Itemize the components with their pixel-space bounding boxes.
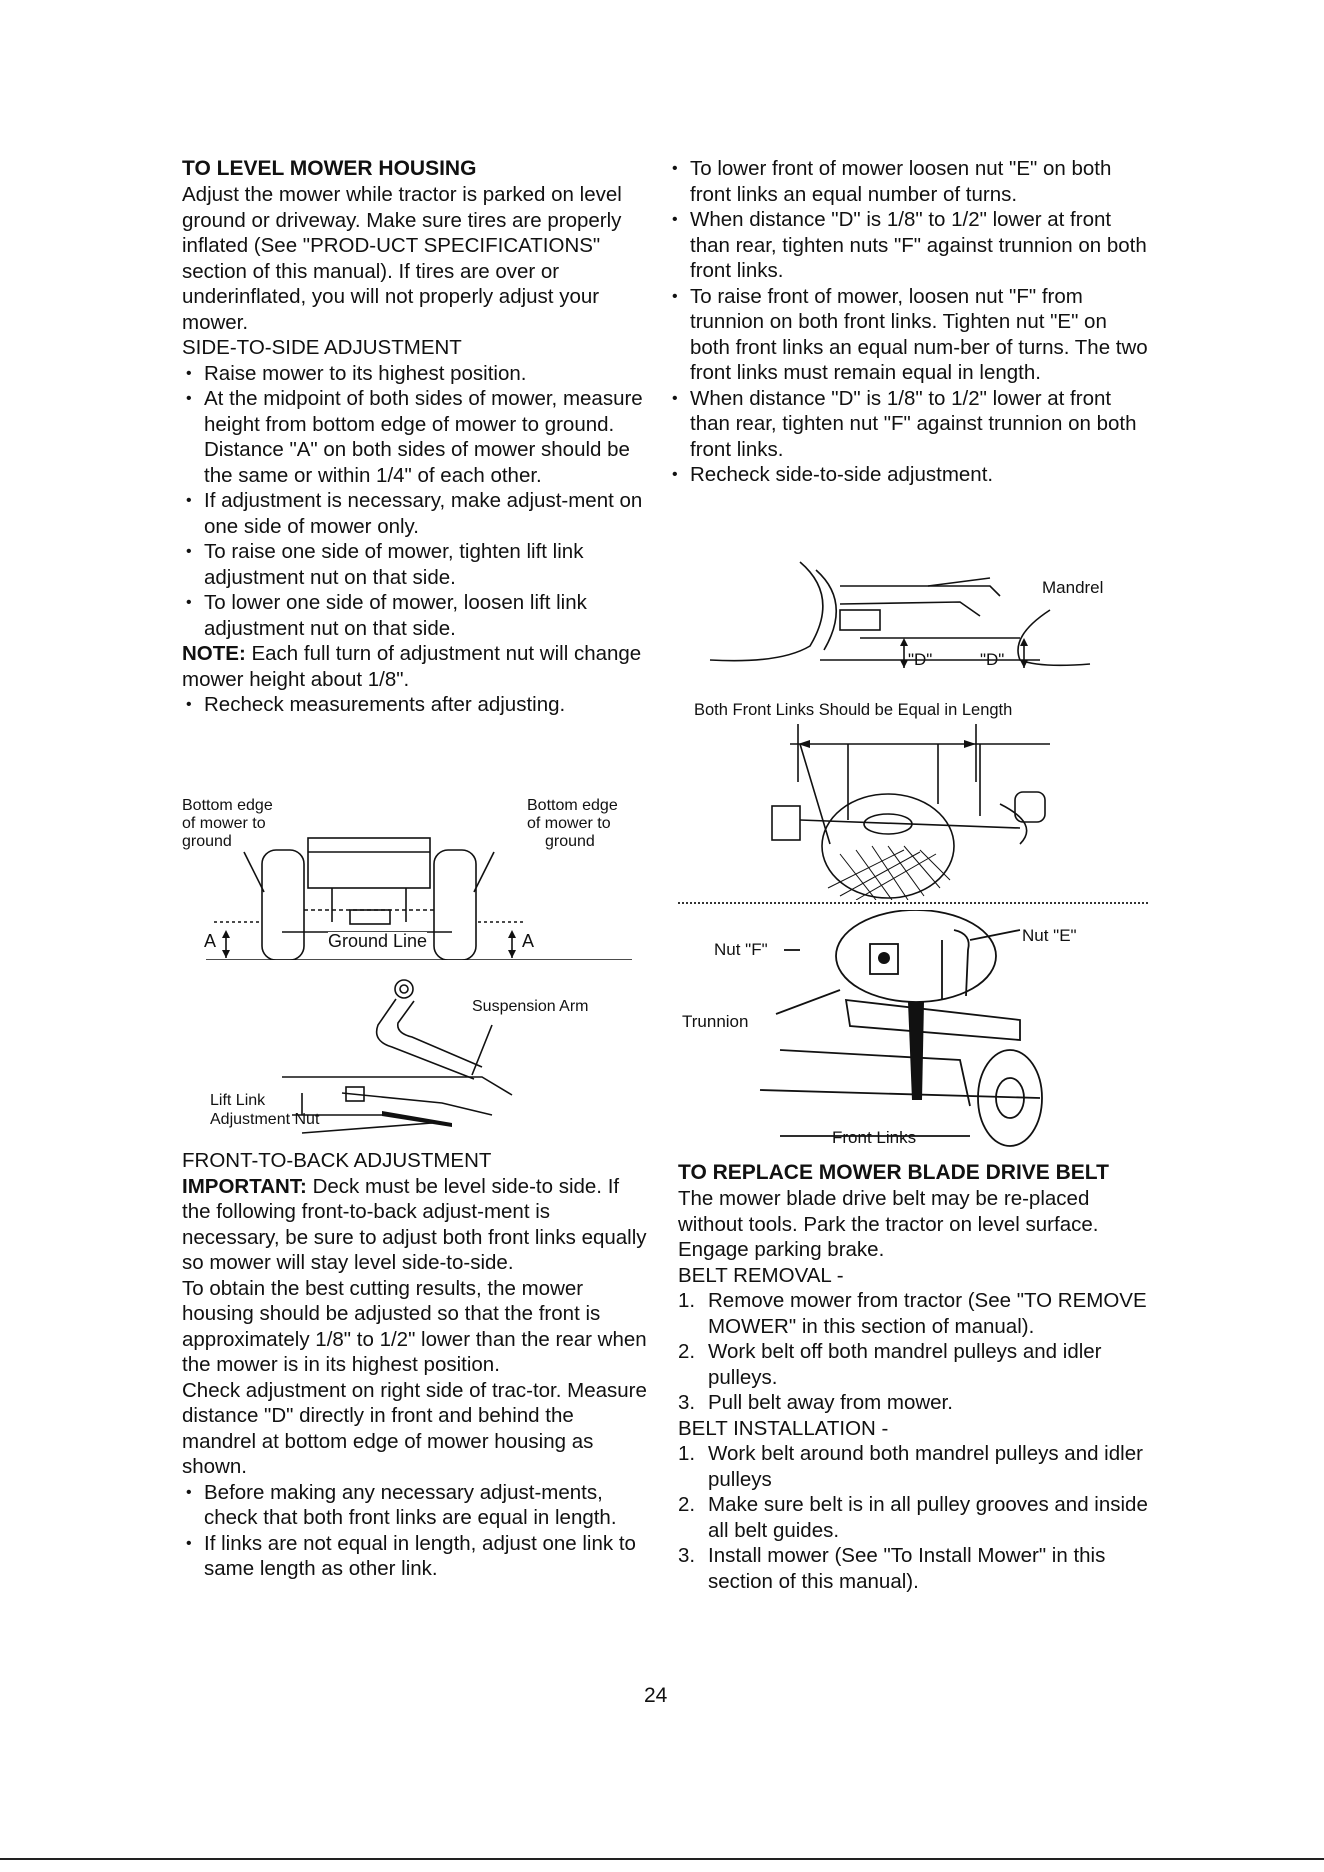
page-bottom-rule <box>0 1858 1324 1860</box>
important-text: Deck must be level side-to side. If the following front-to-back adjust-ment is necessary, be sure to adjust both front links equally so mower will stay level side-to-side. <box>182 1174 647 1274</box>
fig1-left-label-2: of mower to <box>182 815 266 832</box>
list-item: • Before making any necessary adjust-ments, check that both front links are equal in length. <box>182 1480 652 1531</box>
right-column <box>668 156 1148 488</box>
list-item: 1. Work belt around both mandrel pulleys and idler pulleys <box>678 1442 1143 1491</box>
belt-removal-heading: BELT REMOVAL - <box>678 1263 844 1287</box>
fig1-right-label-2: of mower to <box>527 815 611 832</box>
belt-intro: The mower blade drive belt may be re-placed without tools. Park the tractor on level surface. Engage parking brake. <box>678 1187 1099 1261</box>
note-label: NOTE: <box>182 642 246 665</box>
figure-divider <box>678 902 1148 904</box>
fig3-d-left: "D" <box>908 650 933 669</box>
list-item: • If adjustment is necessary, make adjust-ment on one side of mower only. <box>182 488 652 539</box>
heading-replace-belt: TO REPLACE MOWER BLADE DRIVE BELT <box>678 1161 1109 1184</box>
check-adjustment-paragraph: Check adjustment on right side of trac-tor. Measure distance "D" directly in front and behind the mandrel at bottom edge of mower housing as shown. <box>182 1378 647 1478</box>
list-item: • To lower one side of mower, loosen lift link adjustment nut on that side. <box>182 590 652 641</box>
important-label: IMPORTANT: <box>182 1174 307 1198</box>
intro-paragraph: Adjust the mower while tractor is parked on level ground or driveway. Make sure tires are properly inflated (See "PROD-UCT SPECIFICATIONS" section of this manual). If tires are over or underinflated, you will not properly adjust your mower. <box>182 183 622 334</box>
recheck-list <box>182 692 652 718</box>
note-paragraph <box>182 641 652 692</box>
fig5-nut-e: Nut "E" <box>1022 926 1077 945</box>
fig1-a-right: A <box>522 931 535 951</box>
list-item: • To raise front of mower, loosen nut "F" from trunnion on both front links. Tighten nut "E" on both front links an equal num-ber of turns. The two front links must remain equal in length. <box>668 284 1148 386</box>
list-item: • When distance "D" is 1/8" to 1/2" lower at front than rear, tighten nut "F" against trunnion on both front links. <box>668 386 1148 463</box>
front-links-drawing <box>680 724 1150 900</box>
side-to-side-list <box>182 361 652 642</box>
fig3-mandrel-label: Mandrel <box>1042 578 1104 597</box>
fig2-lift-link-2: Adjustment Nut <box>210 1111 320 1128</box>
list-item: • If links are not equal in length, adjust one link to same length as other link. <box>182 1531 652 1582</box>
fig1-ground-line: Ground Line <box>328 931 428 951</box>
list-item: • When distance "D" is 1/8" to 1/2" lower at front than rear, tighten nuts "F" against trunnion on both front links. <box>668 207 1148 284</box>
left-column-bottom <box>182 1148 652 1582</box>
front-links-caption: Both Front Links Should be Equal in Length <box>694 701 1013 719</box>
list-item: • To raise one side of mower, tighten lift link adjustment nut on that side. <box>182 539 652 590</box>
deck-level-figure <box>182 792 652 960</box>
fig1-left-label-1: Bottom edge <box>182 797 273 814</box>
fig1-right-label-3: ground <box>545 833 595 850</box>
mandrel-figure <box>690 556 1130 682</box>
list-item: • At the midpoint of both sides of mower, measure height from bottom edge of mower to ground. Distance "A" on both sides of mower should be the same or within 1/4" of each other. <box>182 386 652 488</box>
left-column <box>182 156 652 718</box>
important-paragraph <box>182 1174 652 1276</box>
fig2-lift-link-1: Lift Link <box>210 1092 266 1109</box>
side-to-side-heading: SIDE-TO-SIDE ADJUSTMENT <box>182 336 462 359</box>
fig5-nut-f: Nut "F" <box>714 940 768 959</box>
page-number: 24 <box>644 1684 668 1707</box>
right-column-bottom <box>678 1160 1148 1594</box>
nut-detail-figure <box>680 910 1150 1150</box>
fig5-front-links: Front Links <box>832 1128 917 1147</box>
front-adjust-list <box>668 156 1148 488</box>
list-item: • Recheck measurements after adjusting. <box>182 692 652 718</box>
list-item: 3. Pull belt away from mower. <box>678 1391 953 1414</box>
list-item: 2. Make sure belt is in all pulley grooves and inside all belt guides. <box>678 1493 1148 1542</box>
fig1-left-label-3: ground <box>182 833 232 850</box>
front-to-back-list <box>182 1480 652 1582</box>
list-item: 2. Work belt off both mandrel pulleys and idler pulleys. <box>678 1340 1102 1389</box>
fig1-right-label-1: Bottom edge <box>527 797 618 814</box>
front-links-figure <box>680 724 1150 900</box>
fig1-a-left: A <box>204 931 217 951</box>
list-item: 1. Remove mower from tractor (See "TO REMOVE MOWER" in this section of manual). <box>678 1289 1147 1338</box>
belt-installation-heading: BELT INSTALLATION - <box>678 1416 889 1440</box>
belt-removal-steps <box>678 1288 1148 1416</box>
list-item: 3. Install mower (See "To Install Mower" in this section of this manual). <box>678 1544 1106 1593</box>
fig3-d-right: "D" <box>980 650 1005 669</box>
fig2-suspension-arm: Suspension Arm <box>472 998 589 1015</box>
list-item: • To lower front of mower loosen nut "E" on both front links an equal number of turns. <box>668 156 1148 207</box>
note-text: Each full turn of adjustment nut will change mower height about 1/8". <box>182 642 642 691</box>
front-to-back-heading: FRONT-TO-BACK ADJUSTMENT <box>182 1149 492 1172</box>
list-item: • Recheck side-to-side adjustment. <box>668 462 1148 488</box>
fig5-trunnion: Trunnion <box>682 1012 749 1031</box>
lift-link-figure <box>182 975 652 1140</box>
heading-level-mower-housing: TO LEVEL MOWER HOUSING <box>182 157 477 180</box>
belt-installation-steps <box>678 1441 1148 1594</box>
list-item: • Raise mower to its highest position. <box>182 361 652 387</box>
cutting-results-paragraph: To obtain the best cutting results, the mower housing should be adjusted so that the front is approximately 1/8" to 1/2" lower than the rear when the mower is in its highest position. <box>182 1276 647 1376</box>
